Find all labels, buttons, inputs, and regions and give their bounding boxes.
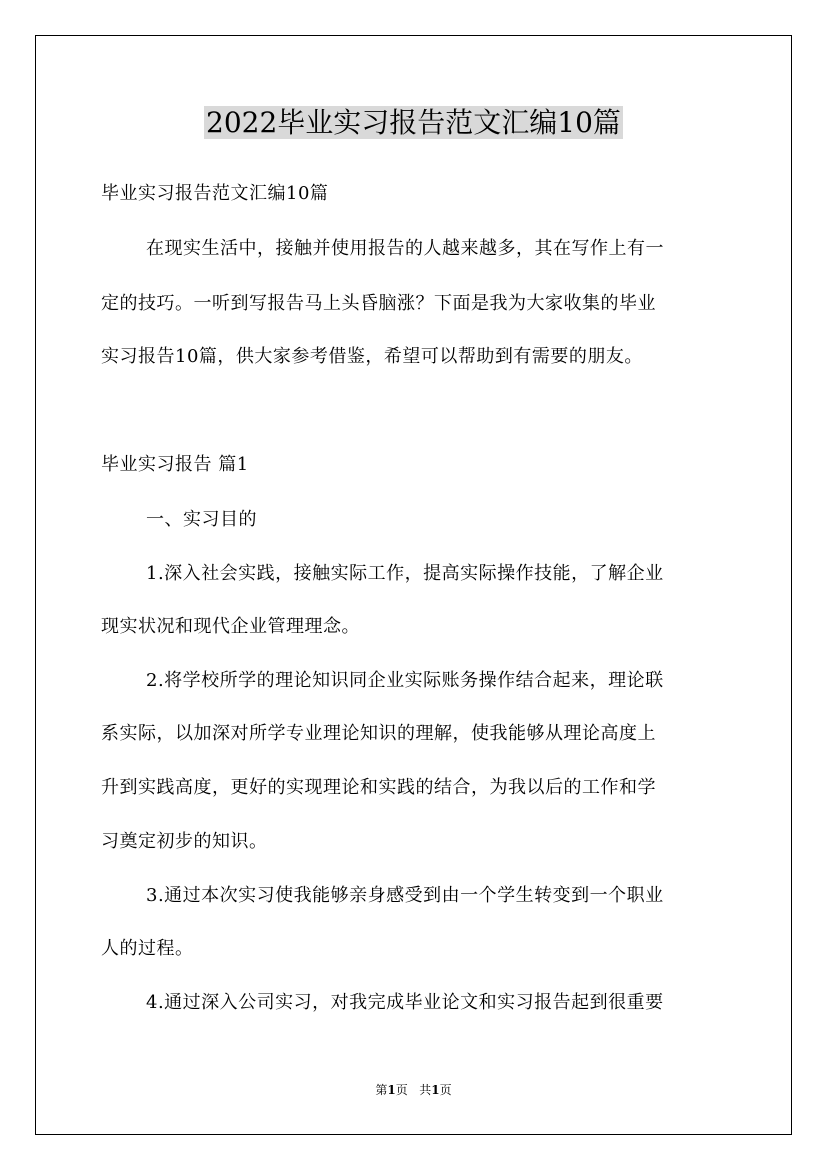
paragraph-line: 习奠定初步的知识。 bbox=[101, 831, 268, 852]
paragraph-line: 现实状况和现代企业管理理念。 bbox=[101, 616, 360, 637]
document-title-text: 2022毕业实习报告范文汇编10篇 bbox=[206, 106, 621, 139]
paragraph-line: 4.通过深入公司实习，对我完成毕业论文和实习报告起到很重要 bbox=[146, 992, 664, 1013]
paragraph-line: 系实际，以加深对所学专业理论知识的理解，使我能够从理论高度上 bbox=[101, 723, 656, 744]
paragraph-line: 2.将学校所学的理论知识同企业实际账务操作结合起来，理论联 bbox=[146, 670, 664, 691]
paragraph-line: 定的技巧。一听到写报告马上头昏脑涨？下面是我为大家收集的毕业 bbox=[101, 293, 656, 314]
paragraph-line: 升到实践高度，更好的实现理论和实践的结合，为我以后的工作和学 bbox=[101, 777, 656, 798]
total-label-prefix: 共 bbox=[419, 1083, 432, 1097]
document-title bbox=[0, 103, 827, 143]
paragraph-line: 3.通过本次实习使我能够亲身感受到由一个学生转变到一个职业 bbox=[146, 885, 664, 906]
section-heading: 毕业实习报告 篇1 bbox=[101, 454, 249, 475]
subsection-heading: 一、实习目的 bbox=[146, 509, 257, 530]
page-number: 1 bbox=[387, 1083, 396, 1097]
paragraph-line: 实习报告10篇，供大家参考借鉴，希望可以帮助到有需要的朋友。 bbox=[101, 346, 643, 367]
page-label-prefix: 第 bbox=[375, 1083, 388, 1097]
page-label-suffix: 页 bbox=[395, 1083, 408, 1097]
total-pages: 1 bbox=[431, 1083, 440, 1097]
paragraph-line: 在现实生活中，接触并使用报告的人越来越多，其在写作上有一 bbox=[146, 238, 664, 259]
document-subtitle: 毕业实习报告范文汇编10篇 bbox=[101, 183, 329, 204]
paragraph-line: 人的过程。 bbox=[101, 938, 194, 959]
page-footer bbox=[0, 1082, 827, 1098]
paragraph-line: 1.深入社会实践，接触实际工作，提高实际操作技能，了解企业 bbox=[146, 563, 664, 584]
total-label-suffix: 页 bbox=[439, 1083, 452, 1097]
